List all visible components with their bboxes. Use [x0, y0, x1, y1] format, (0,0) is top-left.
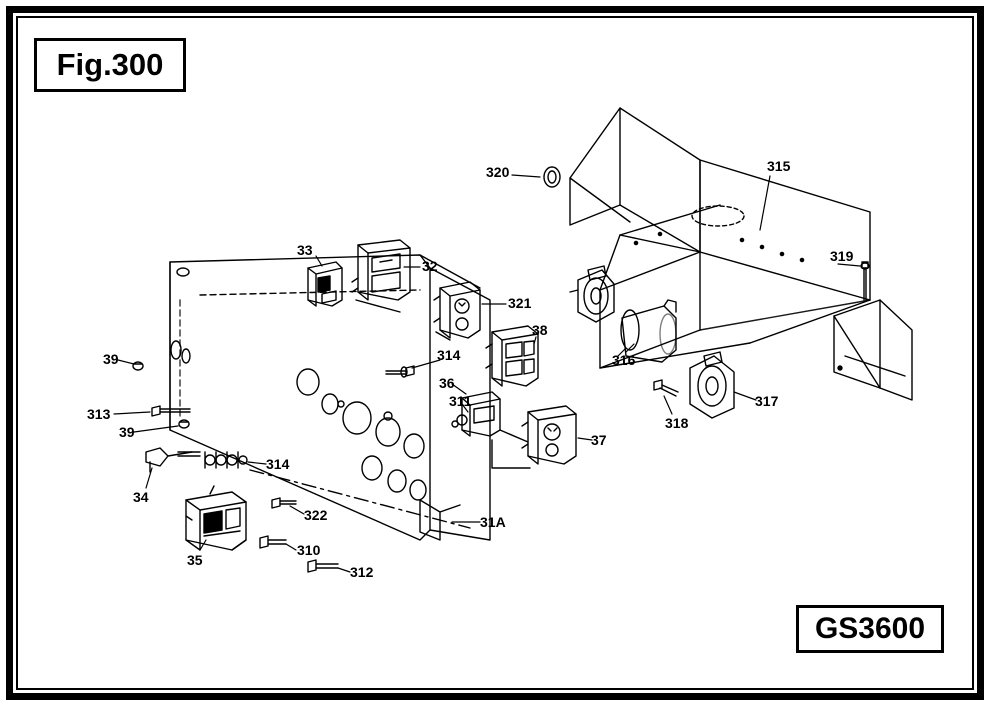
callout-36: 36 — [439, 375, 455, 391]
callout-31A: 31A — [480, 514, 506, 530]
callout-315: 315 — [767, 158, 791, 174]
callout-310: 310 — [297, 542, 321, 558]
figure-label: Fig.300 — [56, 47, 164, 82]
model-label-box — [796, 605, 944, 653]
callout-39-lower: 39 — [119, 424, 135, 440]
callout-316: 316 — [612, 352, 636, 368]
callout-319: 319 — [830, 248, 854, 264]
figure-label-box — [34, 38, 186, 92]
callout-318: 318 — [665, 415, 689, 431]
callout-314-upper: 314 — [437, 347, 461, 363]
callout-317: 317 — [755, 393, 779, 409]
callout-39-upper: 39 — [103, 351, 119, 367]
callout-322: 322 — [304, 507, 328, 523]
callout-37: 37 — [591, 432, 607, 448]
callout-38: 38 — [532, 322, 548, 338]
callout-311: 311 — [449, 393, 472, 409]
callout-320: 320 — [486, 164, 510, 180]
callout-314-lower: 314 — [266, 456, 290, 472]
model-label: GS3600 — [814, 612, 926, 645]
callout-33: 33 — [297, 242, 313, 258]
callout-35: 35 — [187, 552, 203, 568]
callout-32: 32 — [422, 258, 438, 274]
callout-313: 313 — [87, 406, 111, 422]
callout-34: 34 — [133, 489, 149, 505]
callout-312: 312 — [350, 564, 374, 580]
callout-321: 321 — [508, 295, 532, 311]
